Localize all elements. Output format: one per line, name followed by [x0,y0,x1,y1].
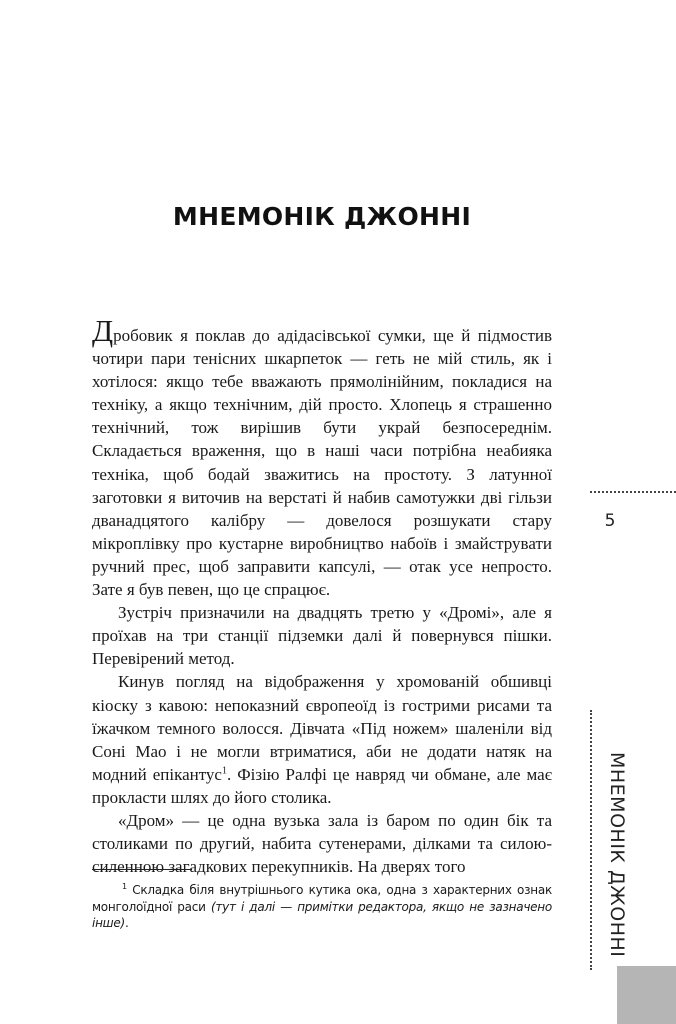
thumb-tab [617,966,676,1024]
footnote-editor-note: (тут і далі — примітки редактора, якщо не зазначено інше) [92,899,552,930]
body-text [92,313,552,878]
paragraph-1 [92,313,552,601]
paragraph-4: «Дром» — це одна вузька зала із баром по один бік та столиками по другий, набита сутенерами, ділками та силою-силенною загадкових перекупників. На дверях того [92,810,552,877]
footnote-marker: 1 [122,882,127,891]
page-number: 5 [604,511,616,531]
running-title: МНЕМОНІК ДЖОННІ [606,752,628,958]
footnote-text: Складка біля внутрішнього кутика ока, одна з характерних ознак монголоїдної раси [92,883,552,914]
dotted-rule-horizontal [590,491,676,493]
drop-cap: Д [92,313,114,348]
chapter-title: МНЕМОНІК ДЖОННІ [172,202,472,231]
footnote-reference[interactable]: 1 [221,765,227,777]
footnote [92,879,552,932]
paragraph-1-text: робовик я поклав до адідасівської сумки, ще й підмостив чотири пари тенісних шкарпеток — геть не мій стиль, як і хотілося: якщо тебе вважають прямолінійним, покладися на техніку, а якщо технічним, дій просто. Хлопець я страшенно технічний, тож вирішив бути украй безпосереднім. Складається враження, що в наші часи потрібна неабияка техніка, щоб бодай зважитись на простоту. З латунної заготовки я виточив на верстаті й набив самотужки дві гільзи дванадцятого калібру — довелося розшукати стару мікроплівку про кустарне виробництво набоїв і змайструвати ручний прес, щоб заправити капсулі, — отак усе непросто. Зате я був певен, що це спрацює. [92,326,552,600]
footnote-divider [92,869,192,870]
paragraph-3-text-after: . Фізію Ралфі це навряд чи обмане, але має прокласти шлях до його столика. [92,764,552,807]
dotted-rule-vertical [590,710,592,970]
paragraph-3 [92,670,552,809]
paragraph-3-text-before: Кинув погляд на відображення у хромованій обшивці кіоску з кавою: непоказний європеоїд із гострими рисами та їжачком темного волосся. Дівчата «Під ножем» шаленіли від Соні Мао і не могли втриматися, аби не додати натяк на модний епікантус [92,672,552,784]
footnote-end: . [124,916,129,930]
paragraph-2: Зустріч призначили на двадцять третю у «Дромі», але я проїхав на три станції підземки далі й повернувся пішки. Перевірений метод. [92,603,552,669]
